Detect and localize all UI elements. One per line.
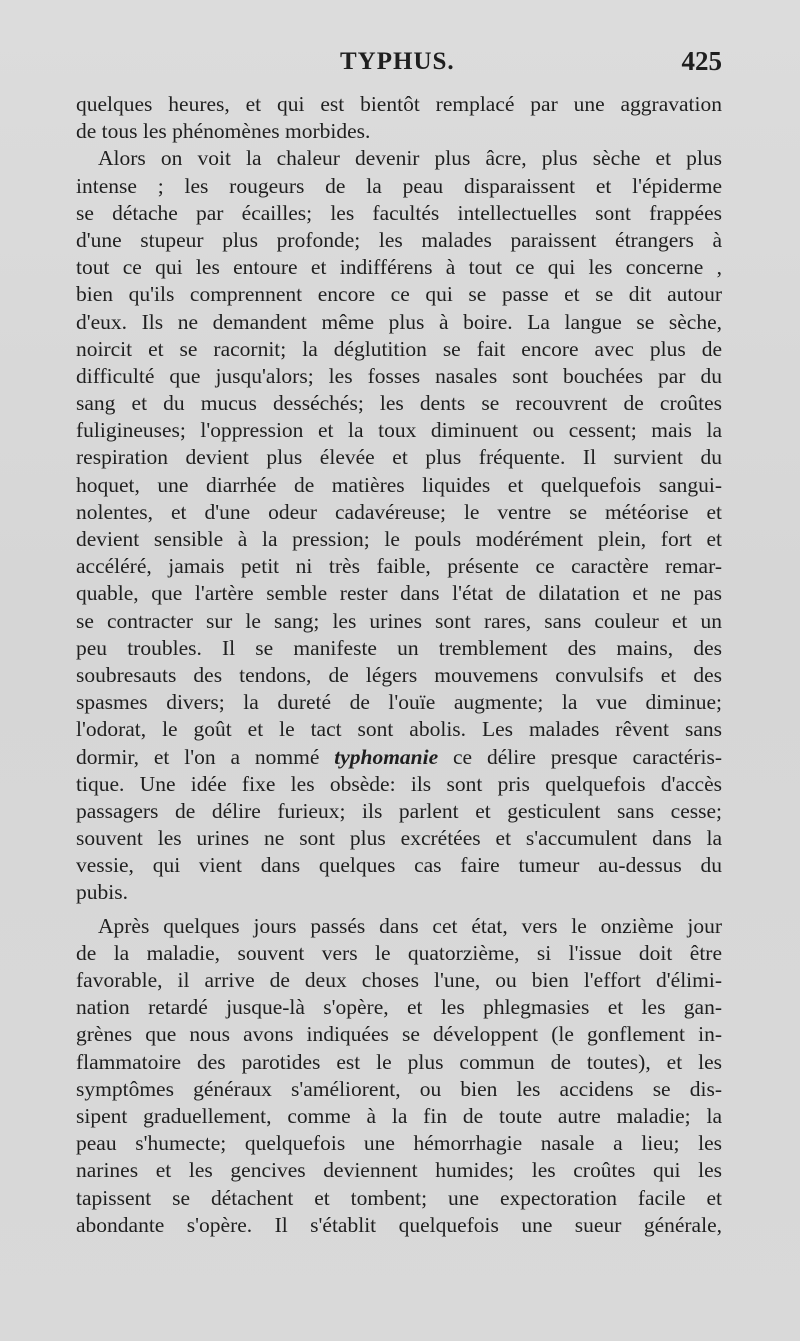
text-line: hoquet, une diarrhée de matières liquides et quelquefois sangui-	[76, 472, 722, 497]
text-line: tique. Une idée fixe les obsède: ils sont pris quelquefois d'accès	[76, 771, 722, 796]
italic-term: typhomanie	[334, 744, 439, 769]
text-line: peu troubles. Il se manifeste un tremblement des mains, des	[76, 635, 722, 660]
text-line: souvent les urines ne sont plus excrétées et s'accumulent dans la	[76, 826, 722, 851]
text-line: tout ce qui les entoure et indifférens à tout ce qui les concerne ,	[76, 255, 722, 280]
text-line: nolentes, et d'une odeur cadavéreuse; le ventre se météorise et	[76, 499, 722, 524]
text-line: vessie, qui vient dans quelques cas faire tumeur au-dessus du	[76, 853, 722, 878]
text-line: Après quelques jours passés dans cet état, vers le onzième jour	[98, 913, 722, 938]
text-line: abondante s'opère. Il s'établit quelquefois une sueur générale,	[76, 1212, 722, 1237]
running-title: TYPHUS.	[340, 48, 455, 75]
text-line: pubis.	[76, 880, 128, 905]
text-line: se détache par écailles; les facultés intellectuelles sont frappées	[76, 200, 722, 225]
text-line: d'une stupeur plus profonde; les malades paraissent étrangers à	[76, 227, 722, 252]
page-number: 425	[681, 46, 722, 76]
text-line: tapissent se détachent et tombent; une expectoration facile et	[76, 1185, 722, 1210]
text-line: spasmes divers; la dureté de l'ouïe augmente; la vue diminue;	[76, 690, 722, 715]
text-line: narines et les gencives deviennent humides; les croûtes qui les	[76, 1158, 722, 1183]
text-line: favorable, il arrive de deux choses l'une, ou bien l'effort d'élimi-	[76, 968, 722, 992]
text-line: se contracter sur le sang; les urines sont rares, sans couleur et un	[76, 608, 722, 633]
text-line: sipent graduellement, comme à la fin de toute autre maladie; la	[76, 1103, 722, 1128]
text-line: d'eux. Ils ne demandent même plus à boire. La langue se sèche,	[76, 309, 722, 334]
text-line: peau s'humecte; quelquefois une hémorrhagie nasale a lieu; les	[76, 1131, 722, 1156]
text-line: intense ; les rougeurs de la peau disparaissent et l'épiderme	[76, 173, 722, 198]
text-line: sang et du mucus desséchés; les dents se recouvrent de croûtes	[76, 391, 722, 416]
text-line: devient sensible à la pression; le pouls modérément plein, fort et	[76, 527, 722, 551]
text-line: de tous les phénomènes morbides.	[76, 119, 371, 144]
text-line: difficulté que jusqu'alors; les fosses nasales sont bouchées par du	[76, 363, 722, 388]
text-line: nation retardé jusque-là s'opère, et les phlegmasies et les gan-	[76, 995, 722, 1020]
text-line: l'odorat, le goût et le tact sont abolis. Les malades rêvent sans	[76, 717, 722, 742]
text-line: accéléré, jamais petit ni très faible, présente ce caractère remar-	[76, 554, 722, 579]
text-fragment: ce délire presque caractéris-	[453, 744, 722, 769]
body-text	[76, 91, 722, 1239]
text-line: fuligineuses; l'oppression et la toux diminuent ou cessent; mais la	[76, 418, 722, 443]
text-line: symptômes généraux s'améliorent, ou bien les accidens se dis-	[76, 1076, 722, 1101]
text-line: grènes que nous avons indiquées se développent (le gonflement in-	[76, 1022, 722, 1047]
page-header	[0, 48, 800, 82]
text-line: de la maladie, souvent vers le quatorzième, si l'issue doit être	[76, 940, 722, 965]
text-line: quable, que l'artère semble rester dans l'état de dilatation et ne pas	[76, 581, 722, 606]
text-line: soubresauts des tendons, de légers mouvemens convulsifs et des	[76, 662, 722, 687]
text-line: flammatoire des parotides est le plus commun de toutes), et les	[76, 1049, 722, 1074]
text-fragment: dormir, et l'on a nommé	[76, 744, 320, 769]
text-line: bien qu'ils comprennent encore ce qui se passe et se dit autour	[76, 282, 722, 307]
text-line: quelques heures, et qui est bientôt remplacé par une aggravation	[76, 92, 722, 116]
text-line-typhomanie	[76, 744, 722, 771]
text-line: Alors on voit la chaleur devenir plus âcre, plus sèche et plus	[98, 146, 722, 171]
text-line: passagers de délire furieux; ils parlent et gesticulent sans cesse;	[76, 798, 722, 823]
text-line: respiration devient plus élevée et plus fréquente. Il survient du	[76, 445, 722, 470]
text-line: noircit et se racornit; la déglutition se fait encore avec plus de	[76, 336, 722, 361]
